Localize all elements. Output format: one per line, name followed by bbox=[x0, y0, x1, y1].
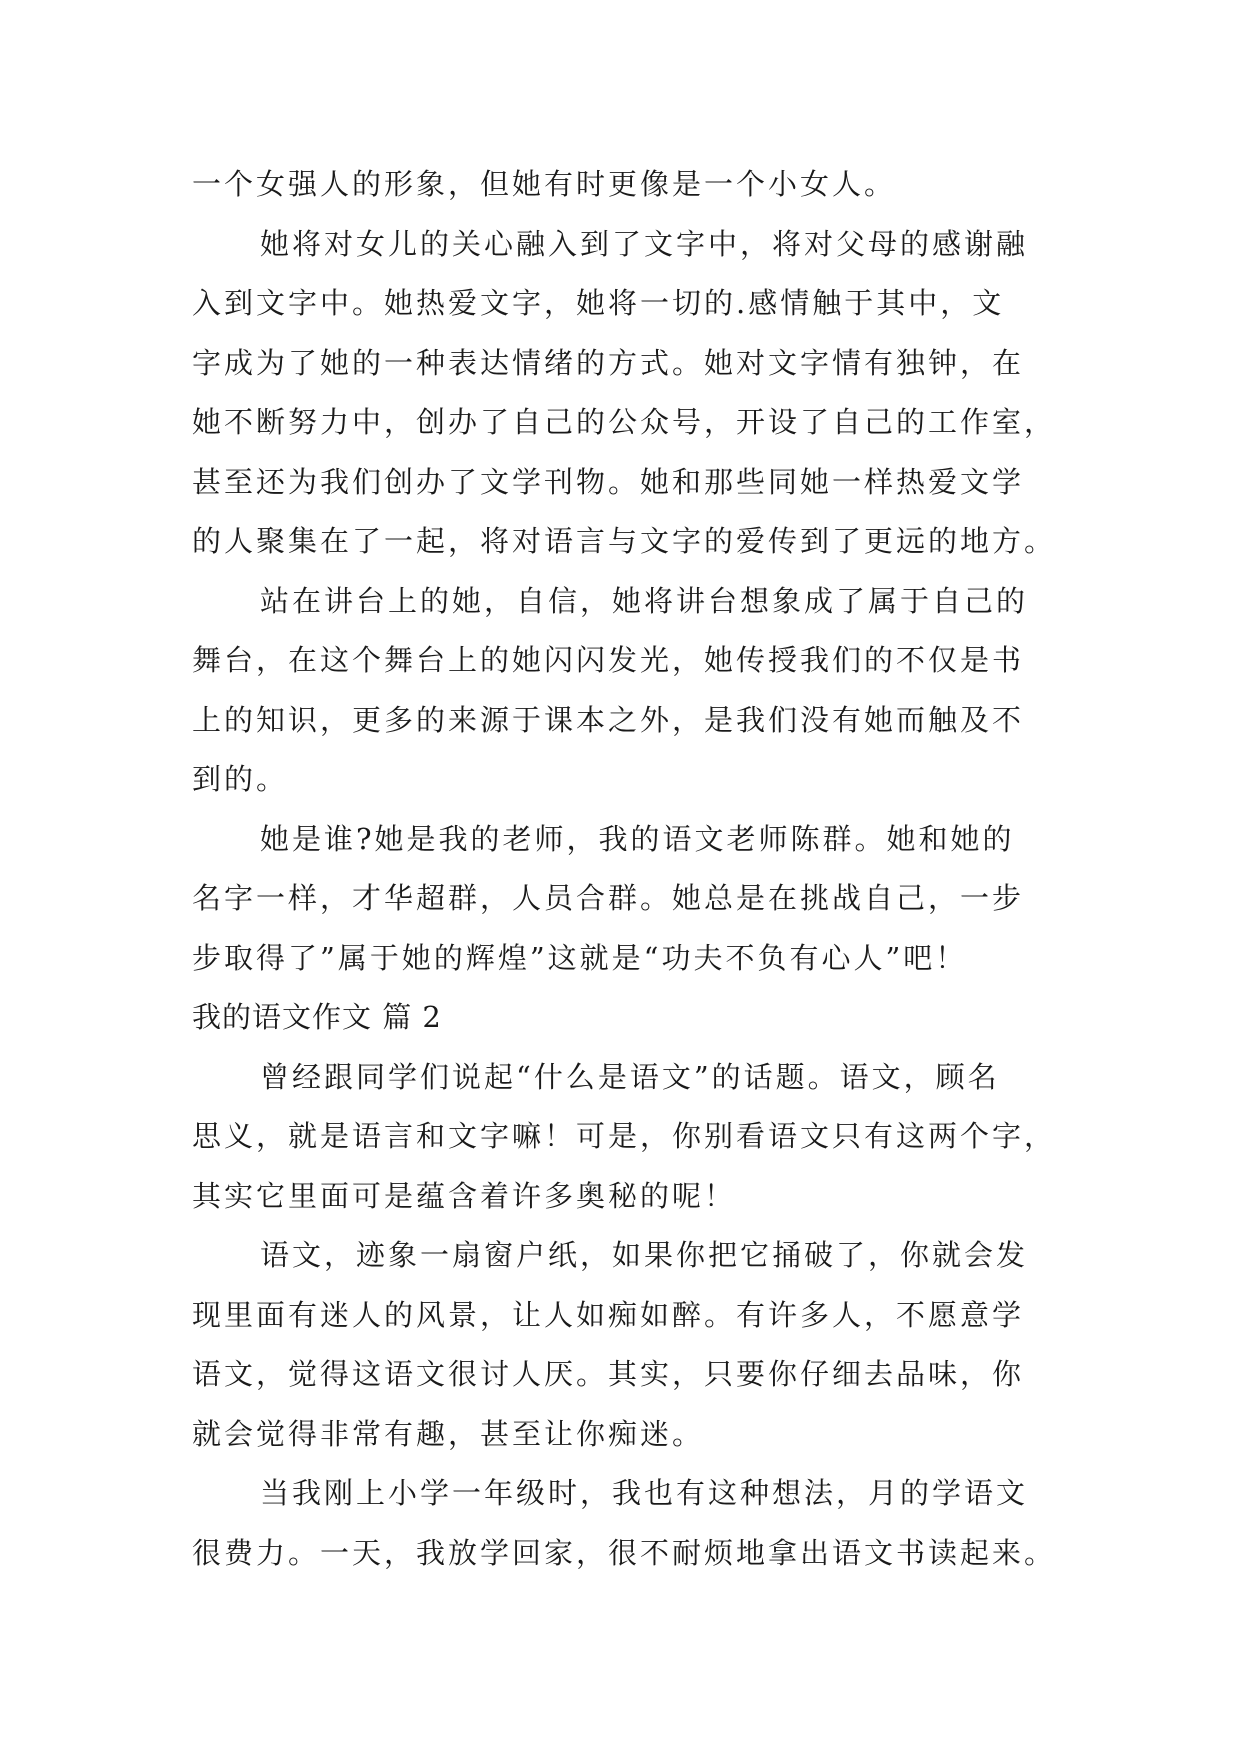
text-line: 就会觉得非常有趣，甚至让你痴迷。 bbox=[192, 1416, 705, 1451]
text-line: 名字一样，才华超群，人员合群。她总是在挑战自己，一步 bbox=[192, 881, 1025, 915]
paragraph-start-line: 她将对女儿的关心融入到了文字中，将对父母的感谢融 bbox=[260, 226, 1029, 261]
paragraph-start-line: 当我刚上小学一年级时，我也有这种想法，月的学语文 bbox=[260, 1476, 1029, 1510]
text-line: 的人聚集在了一起，将对语言与文字的爱传到了更远的地方。 bbox=[192, 524, 1057, 558]
text-line: 舞台，在这个舞台上的她闪闪发光，她传授我们的不仅是书 bbox=[192, 643, 1025, 677]
section-heading: 我的语文作文 篇 2 bbox=[192, 1000, 442, 1034]
paragraph-start-line: 语文，迹象一扇窗户纸，如果你把它捅破了，你就会发 bbox=[260, 1238, 1029, 1272]
text-line: 她不断努力中，创办了自己的公众号，开设了自己的工作室， bbox=[192, 405, 1057, 439]
text-line: 步取得了”属于她的辉煌”这就是“功夫不负有心人”吧！ bbox=[192, 940, 968, 975]
text-line: 字成为了她的一种表达情绪的方式。她对文字情有独钟，在 bbox=[192, 345, 1025, 380]
text-line: 很费力。一天，我放学回家，很不耐烦地拿出语文书读起来。 bbox=[192, 1535, 1057, 1570]
text-line: 一个女强人的形象，但她有时更像是一个小女人。 bbox=[192, 167, 897, 201]
text-line: 到的。 bbox=[192, 762, 289, 796]
paragraph-start-line: 站在讲台上的她，自信，她将讲台想象成了属于自己的 bbox=[260, 583, 1029, 618]
text-line: 思义，就是语言和文字嘛！可是，你别看语文只有这两个字， bbox=[192, 1119, 1057, 1153]
paragraph-start-line: 曾经跟同学们说起“什么是语文”的话题。语文，顾名 bbox=[260, 1059, 1000, 1094]
text-line: 上的知识，更多的来源于课本之外，是我们没有她而触及不 bbox=[192, 702, 1025, 737]
paragraph-start-line: 她是谁?她是我的老师，我的语文老师陈群。她和她的 bbox=[260, 821, 1015, 856]
text-line: 其实它里面可是蕴含着许多奥秘的呢！ bbox=[192, 1178, 737, 1213]
text-line: 甚至还为我们创办了文学刊物。她和那些同她一样热爱文学 bbox=[192, 464, 1025, 499]
document-body bbox=[192, 155, 1057, 1583]
text-line: 语文，觉得这语文很讨人厌。其实，只要你仔细去品味，你 bbox=[192, 1357, 1025, 1391]
text-line: 入到文字中。她热爱文字，她将一切的.感情触于其中，文 bbox=[192, 286, 1005, 320]
text-line: 现里面有迷人的风景，让人如痴如醉。有许多人，不愿意学 bbox=[192, 1297, 1025, 1332]
